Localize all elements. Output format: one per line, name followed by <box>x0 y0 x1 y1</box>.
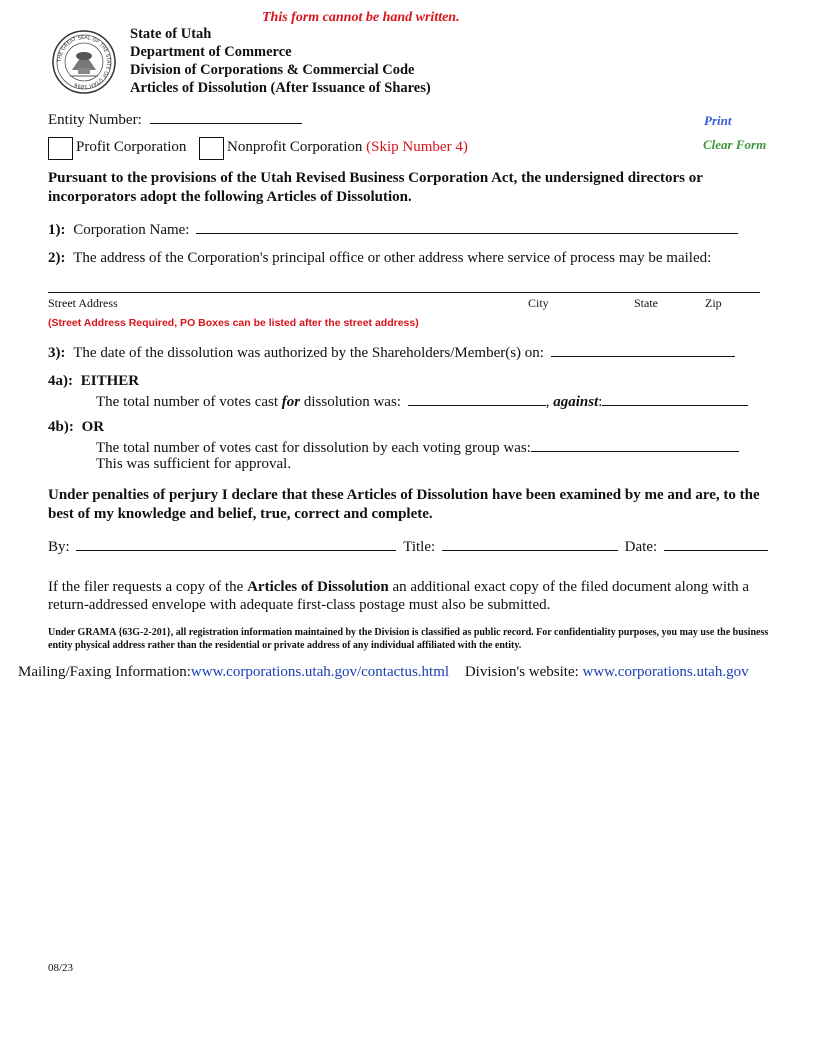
nonprofit-corporation-checkbox[interactable] <box>199 137 224 160</box>
date-field[interactable] <box>664 536 768 551</box>
state-seal-icon <box>52 30 116 94</box>
city-caption: City <box>528 296 549 310</box>
contact-us-link[interactable]: www.corporations.utah.gov/contactus.html <box>190 664 450 680</box>
item-4a-votes-row: The total number of votes cast for dissolution was: , against: <box>96 391 748 411</box>
votes-for-text-pre: The total number of votes cast <box>96 394 282 410</box>
mailing-label: Mailing/Faxing Information: <box>18 664 191 680</box>
item-4b-votes-row <box>96 437 739 457</box>
item-3-row <box>48 342 735 362</box>
copy-request-post: an additional exact copy of the filed document along with a return-addressed envelope with adequate first-class postage must also be submitted. <box>48 579 750 613</box>
dissolution-date-field[interactable] <box>551 342 735 357</box>
address-field[interactable] <box>48 292 760 293</box>
votes-for-field[interactable] <box>408 391 546 406</box>
print-button[interactable]: Print <box>704 113 732 128</box>
signature-row <box>48 536 768 556</box>
copy-request-pre: If the filer requests a copy of the <box>48 579 248 595</box>
against-word: against <box>553 394 599 410</box>
corporation-name-label: Corporation Name: <box>73 222 190 238</box>
skip-note: (Skip Number 4) <box>366 139 468 155</box>
item-4b-heading-row <box>48 419 104 436</box>
item-1-number: 1): <box>48 222 66 238</box>
intro-paragraph: Pursuant to the provisions of the Utah Revised Business Corporation Act, the undersigned directors or incorporators adopt the following Articles of Dissolution. <box>48 170 703 205</box>
title-field[interactable] <box>442 536 618 551</box>
nonprofit-corporation-row <box>227 139 468 156</box>
by-label: By: <box>48 539 70 555</box>
nonprofit-corporation-label: Nonprofit Corporation <box>227 139 363 155</box>
street-address-caption: Street Address <box>48 296 118 310</box>
item-2-number: 2): <box>48 250 66 266</box>
either-heading: EITHER <box>80 373 140 389</box>
entity-number-label: Entity Number: <box>48 112 142 128</box>
entity-number-row <box>48 109 302 129</box>
profit-corporation-label: Profit Corporation <box>76 139 187 155</box>
profit-corporation-checkbox[interactable] <box>48 137 73 160</box>
votes-against-field[interactable] <box>602 391 748 406</box>
for-word: for <box>281 394 301 410</box>
copy-request-bold: Articles of Dissolution <box>247 579 389 595</box>
seal-text: THE GREAT SEAL OF THE STATE OF UTAH 1896 <box>56 34 112 90</box>
division-website-link[interactable]: www.corporations.utah.gov <box>582 664 749 680</box>
item-4a-heading-row <box>48 373 139 390</box>
item-3-number: 3): <box>48 345 66 361</box>
voting-group-label: The total number of votes cast for dissolution by each voting group was: <box>96 440 531 456</box>
date-label: Date: <box>624 539 658 555</box>
voting-group-field[interactable] <box>531 437 739 452</box>
corporation-name-field[interactable] <box>196 219 738 234</box>
item-2-row <box>48 250 711 267</box>
handwriting-warning: This form cannot be hand written. <box>262 10 460 25</box>
entity-number-field[interactable] <box>150 109 302 124</box>
perjury-statement: Under penalties of perjury I declare that these Articles of Dissolution have been examined by me and are, to the best of my knowledge and belief, true, correct and complete. <box>48 487 760 522</box>
mailing-row <box>18 664 749 681</box>
votes-for-text-mid: dissolution was: <box>300 394 401 410</box>
by-field[interactable] <box>76 536 396 551</box>
header-state: State of Utah <box>130 26 212 42</box>
address-label: The address of the Corporation's principal office or other address where service of process may be mailed: <box>73 250 712 266</box>
street-address-note: (Street Address Required, PO Boxes can be listed after the street address) <box>48 317 419 329</box>
sufficient-approval-text: This was sufficient for approval. <box>96 456 292 472</box>
clear-form-button[interactable]: Clear Form <box>703 137 767 152</box>
header-department: Department of Commerce <box>130 44 292 60</box>
website-label: Division's website: <box>464 664 579 680</box>
header-division: Division of Corporations & Commercial Code <box>130 62 415 78</box>
copy-request-paragraph <box>48 578 778 614</box>
dissolution-date-label: The date of the dissolution was authorized by the Shareholders/Member(s) on: <box>73 345 544 361</box>
item-4a-number: 4a): <box>48 373 73 389</box>
form-title: Articles of Dissolution (After Issuance of Shares) <box>130 80 431 96</box>
state-caption: State <box>634 296 658 310</box>
grama-notice: Under GRAMA {63G-2-201}, all registration information maintained by the Division is classified as public record. For confidentiality purposes, you may use the business entity physical address rather than the residential or private address of any individual affiliated with the entity. <box>48 627 769 651</box>
revision-date: 08/23 <box>48 962 74 974</box>
zip-caption: Zip <box>705 296 722 310</box>
or-heading: OR <box>81 419 105 435</box>
item-1-row <box>48 219 738 239</box>
title-label: Title: <box>403 539 436 555</box>
item-4b-number: 4b): <box>48 419 74 435</box>
